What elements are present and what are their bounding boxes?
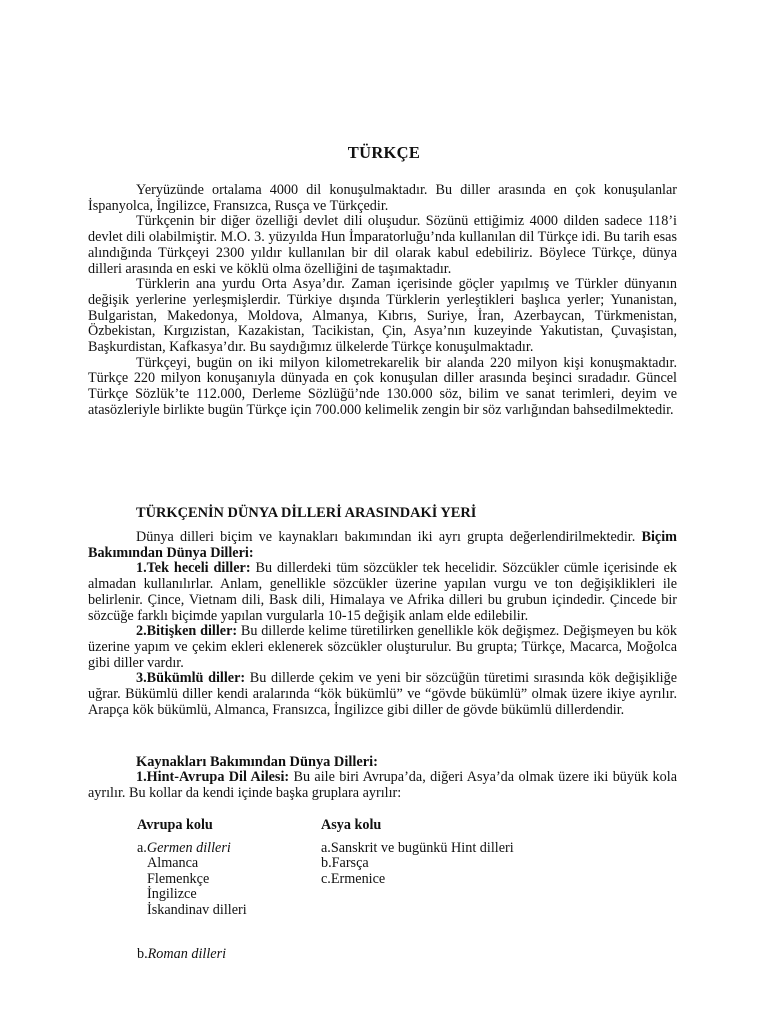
germanic-group-prefix: a. bbox=[137, 839, 147, 856]
language-item: Flemenkçe bbox=[147, 870, 210, 887]
language-item: İskandinav dilleri bbox=[147, 901, 247, 918]
asia-branch-heading: Asya kolu bbox=[321, 817, 382, 833]
form-item-1-text: Bu dillerdeki tüm sözcükler tek hecelidir. Sözcükler cümle içerisinde ek almadan kullanılırlar. Anlam, genellikle sözcükler üzerine yapılan vurgu ve ton değişiklikleri ile belirlenir. Çince, Vietnam dili, Bask dili, Himalaya ve Afrika dilleri bu grubun içindedir. Çincede bir sözcüğe farklı biçimde yapılan vurgularla 10-15 değişik anlam elde edilebilir. bbox=[88, 560, 678, 624]
asia-language-item: a.Sanskrit ve bugünkü Hint dilleri bbox=[321, 839, 514, 856]
form-item-2 bbox=[88, 624, 677, 671]
document-title: TÜRKÇE bbox=[347, 143, 421, 162]
form-item-2-text: Bu dillerde kelime türetilirken genellikle kök değişmez. Değişmeyen bu kök üzerine yapım ve çekim ekleri eklenerek sözcükler oluşturulur. Bu grupta; Türkçe, Macarca, Moğolca gibi diller vardır. bbox=[88, 623, 677, 671]
asia-language-item: c.Ermenice bbox=[321, 870, 386, 887]
form-item-1 bbox=[88, 561, 677, 624]
form-item-3 bbox=[88, 671, 677, 718]
europe-branch-column bbox=[137, 818, 247, 919]
intro-paragraph-3: Türklerin ana yurdu Orta Asya’dır. Zaman içerisinde göçler yapılmış ve Türkler dünyanın değişik yerlerine yerleşmişlerdir. Türkiye dışında Türklerin yerleştikleri başlıca yerler; Yunanistan, Bulgaristan, Makedonya, Moldova, Almanya, Kıbrıs, Suriye, İran, Azerbaycan, Türkmenistan, Özbekistan, Kırgızistan, Kazakistan, Tacikistan, Çin, Asya’nın kuzeyinde Yakutistan, Çuvaşistan, Başkurdistan, Kafkasya’dır. Bu saydığımız ülkelerde Türkçe konuşulmaktadır. bbox=[88, 276, 677, 356]
asia-language-item: b.Farsça bbox=[321, 855, 369, 872]
form-item-3-label: 3.Bükümlü diller: bbox=[136, 670, 246, 687]
intro-paragraph-4: Türkçeyi, bugün on iki milyon kilometrekarelik bir alanda 220 milyon kişi konuşmaktadır. Türkçe 220 milyon konuşanıyla dünyada en çok konuşulan diller arasında beşinci sıradadır. Güncel Türkçe Sözlük’te 112.000, Derleme Sözlüğü’nde 130.000 söz, bilim ve sanat terimleri, deyim ve atasözleriyle birlikte bugün Türkçe için 700.000 kelimelik zengin bir söz varlığından bahsedilmektedir. bbox=[88, 354, 677, 418]
intro-paragraph-2: Türkçenin bir diğer özelliği devlet dili oluşudur. Sözünü ettiğimiz 4000 dilden sadece 118’i devlet dili olabilmiştir. M.O. 3. yüzyılda Hun İmparatorluğu’nda kullanılan dil Türkçe idi. Bu tarih esas alındığında Türkçeyi 2300 yıldır kullanılan bir dil olarak kabul edebiliriz. Böylece Türkçe, dünya dilleri arasında en eski ve köklü olma özelliğini de taşımaktadır. bbox=[88, 213, 677, 277]
germanic-group-name: Germen dilleri bbox=[146, 839, 231, 856]
asia-branch-column bbox=[321, 818, 514, 887]
intro-paragraph-1: Yeryüzünde ortalama 4000 dil konuşulmaktadır. Bu diller arasında en çok konuşulanlar İspanyolca, İngilizce, Fransızca, Rusça ve Türkçedir. bbox=[88, 182, 677, 214]
section-heading-sources: Kaynakları Bakımından Dünya Dilleri: bbox=[136, 754, 378, 770]
intro-section bbox=[88, 183, 677, 419]
section2-lead-bold: Biçim Bakımından Dünya Dilleri: bbox=[88, 529, 677, 561]
family-item-1 bbox=[88, 770, 677, 801]
section2-lead-text: Dünya dilleri biçim ve kaynakları bakımından iki ayrı grupta değerlendirilmektedir. bbox=[136, 529, 636, 545]
section3-body bbox=[88, 770, 677, 801]
roman-group-prefix: b. bbox=[137, 946, 148, 962]
family-item-1-label: 1.Hint-Avrupa Dil Ailesi: bbox=[136, 769, 290, 785]
form-item-2-label: 2.Bitişken diller: bbox=[136, 623, 238, 640]
form-item-1-label: 1.Tek heceli diller: bbox=[136, 560, 251, 577]
europe-branch-heading: Avrupa kolu bbox=[137, 817, 213, 833]
language-item: İngilizce bbox=[147, 886, 197, 903]
germanic-group bbox=[137, 841, 247, 857]
language-item: Almanca bbox=[147, 855, 199, 872]
roman-group bbox=[137, 947, 226, 963]
section2-body bbox=[88, 530, 677, 718]
section-heading-world-languages: TÜRKÇENİN DÜNYA DİLLERİ ARASINDAKİ YERİ bbox=[136, 505, 477, 521]
family-item-1-text: Bu aile biri Avrupa’da, diğeri Asya’da olmak üzere iki büyük kola ayrılır. Bu kollar da kendi içinde başka gruplara ayrılır: bbox=[88, 769, 677, 801]
roman-group-name: Roman dilleri bbox=[147, 946, 227, 962]
section2-lead bbox=[88, 530, 677, 561]
form-item-3-text: Bu dillerde çekim ve yeni bir sözcüğün türetimi sırasında kök değişikliğe uğrar. Bükümlü diller kendi aralarında “kök bükümlü” ve “gövde bükümlü” olmak üzere ikiye ayrılır. Arapça kök bükümlü, Almanca, Fransızca, İngilizce gibi diller de gövde bükümlü dillerdendir. bbox=[88, 670, 678, 718]
